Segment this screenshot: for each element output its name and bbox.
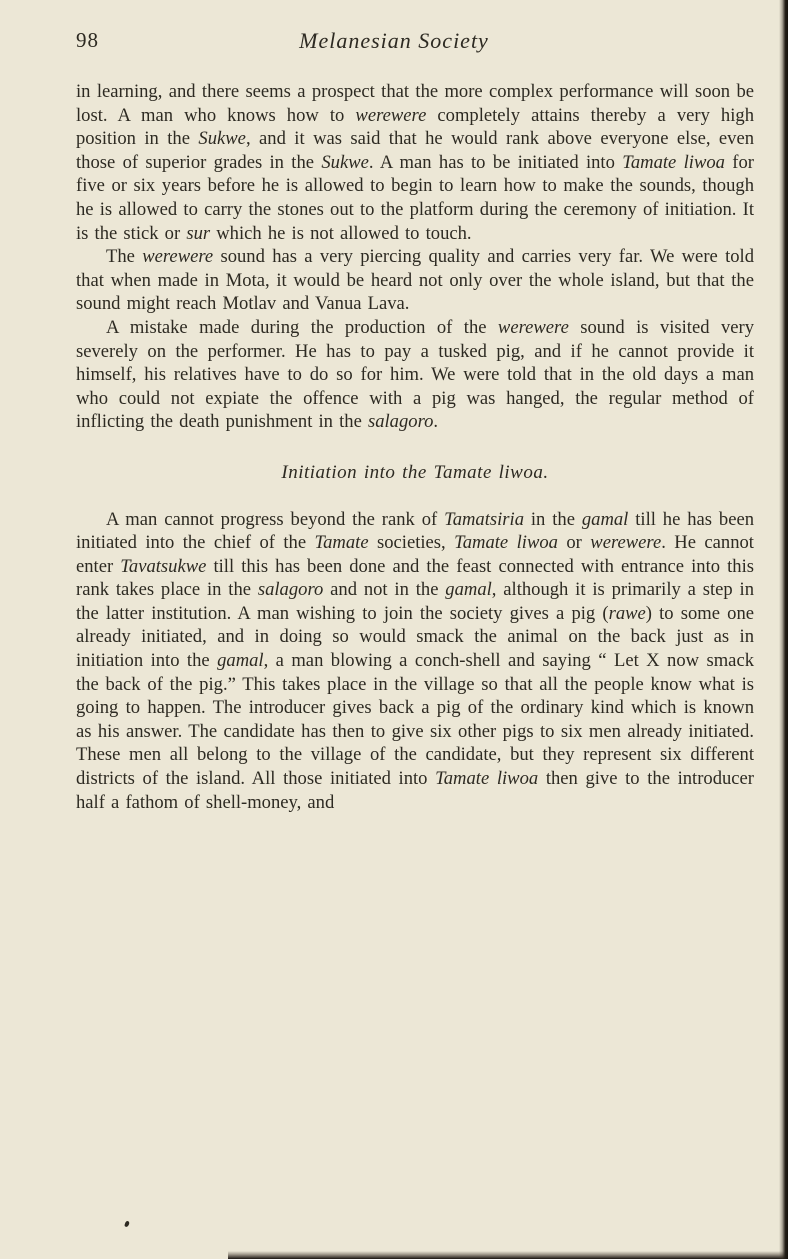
ink-speck [124, 1220, 130, 1227]
running-header: Melanesian Society [299, 28, 489, 53]
page-bottom-edge-shadow [228, 1251, 788, 1259]
body-paragraph: A mistake made during the production of the werewere sound is visited very severely on the performer. He has to pay a tusked pig, and if he cannot provide it himself, his relatives have to do so for him. We were told that in the old days a man who could not expiate the offence with a pig was hanged, the regular method of inflicting the death punishment in the salagoro. [76, 316, 754, 433]
page-body [76, 80, 754, 814]
body-paragraph: in learning, and there seems a prospect that the more complex performance will soon be lost. A man who knows how to werewere completely attains thereby a very high position in the Sukwe, and it was said that he would rank above everyone else, even those of superior grades in the Sukwe. A man has to be initiated into Tamate liwoa for five or six years before he is allowed to begin to learn how to make the sounds, though he is allowed to carry the stones out to the platform during the ceremony of initiation. It is the stick or sur which he is not allowed to touch. [76, 81, 755, 244]
body-paragraph: A man cannot progress beyond the rank of Tamatsiria in the gamal till he has been initiated into the chief of the Tamate societies, Tamate liwoa or werewere. He cannot enter Tavatsukwe till this has been done and the feast connected with entrance into this rank takes place in the salagoro and not in the gamal, although it is primarily a step in the latter institution. A man wishing to join the society gives a pig (rawe) to some one already initiated, and in doing so would smack the animal on the back just as in initiation into the gamal, a man blowing a conch-shell and saying “ Let X now smack the back of the pig.” This takes place in the village so that all the people know what is going to happen. The introducer gives back a pig of the ordinary kind which is known as his answer. The candidate has then to give six other pigs to six men already initiated. These men all belong to the village of the candidate, but they represent six different districts of the island. All those initiated into Tamate liwoa then give to the introducer half a fathom of shell-money, and [76, 508, 754, 813]
body-paragraph: The werewere sound has a very piercing quality and carries very far. We were told that when made in Mota, it would be heard not only over the whole island, but that the sound might reach Motlav and Vanua Lava. [76, 246, 754, 315]
section-heading: Initiation into the Tamate liwoa. [281, 461, 549, 483]
page-number: 98 [76, 28, 99, 52]
page-right-edge-shadow [779, 0, 788, 1259]
page-header [0, 0, 788, 64]
